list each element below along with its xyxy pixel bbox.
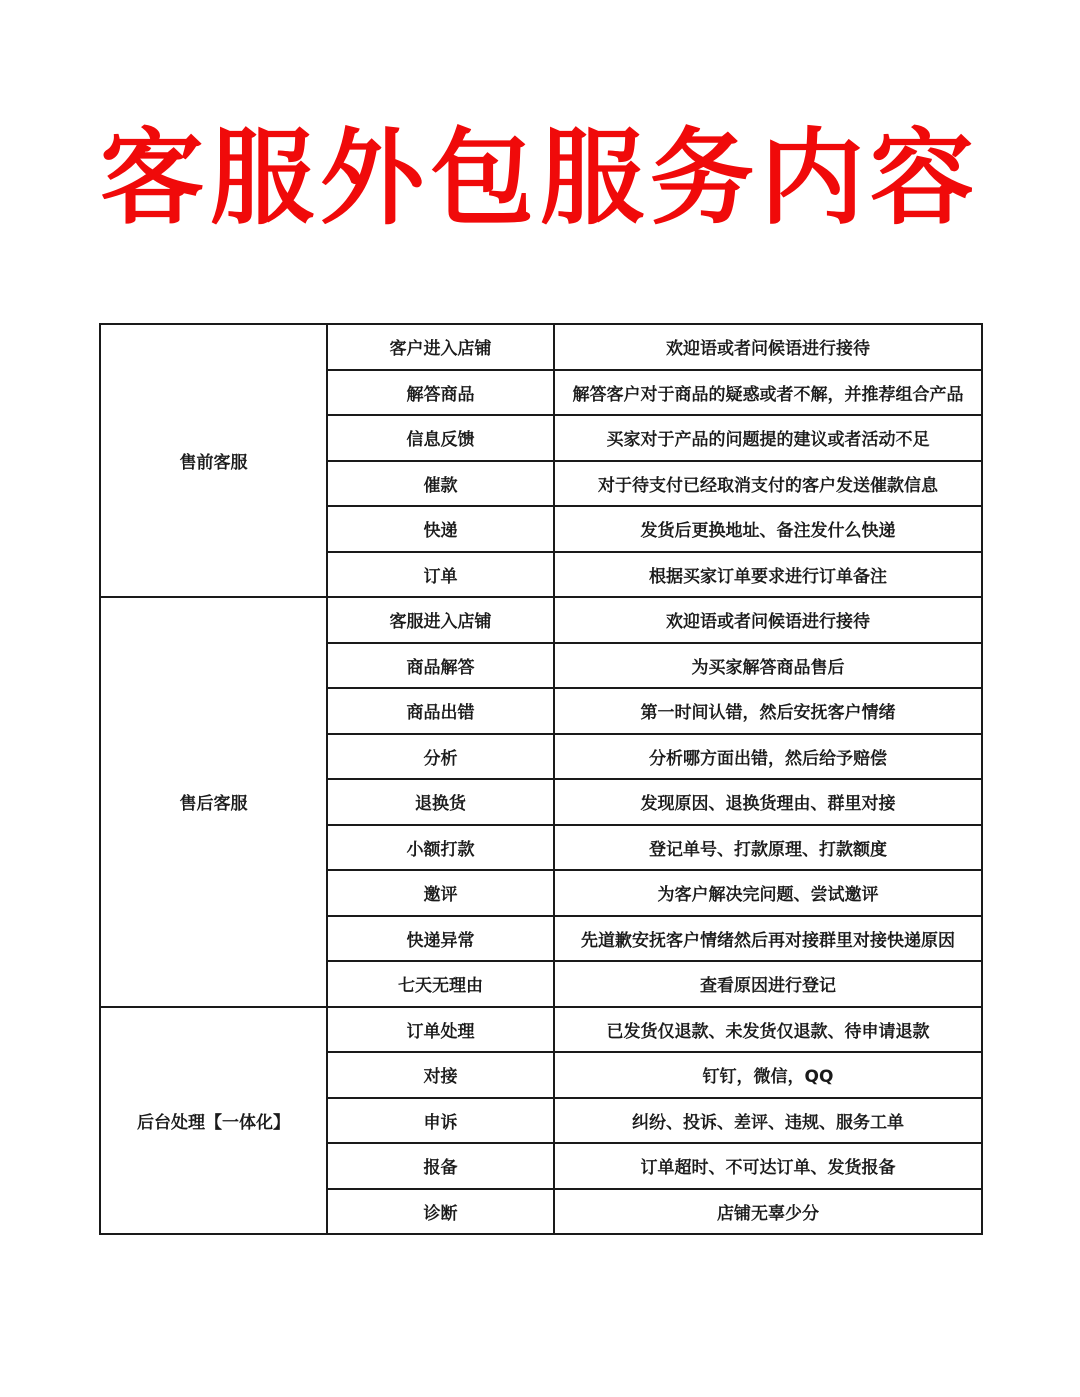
- service-content: 订单超时、不可达订单、发货报备: [554, 1143, 982, 1189]
- service-item: 小额打款: [327, 825, 554, 871]
- service-item: 信息反馈: [327, 415, 554, 461]
- service-content: 欢迎语或者问候语进行接待: [554, 597, 982, 643]
- service-content: 店铺无辜少分: [554, 1189, 982, 1235]
- service-item: 退换货: [327, 779, 554, 825]
- service-content: 分析哪方面出错，然后给予赔偿: [554, 734, 982, 780]
- service-content: 第一时间认错，然后安抚客户情绪: [554, 688, 982, 734]
- service-item: 分析: [327, 734, 554, 780]
- service-item: 催款: [327, 461, 554, 507]
- service-item: 客服进入店铺: [327, 597, 554, 643]
- service-content: 查看原因进行登记: [554, 961, 982, 1007]
- service-table: [99, 323, 983, 1235]
- service-item: 客户进入店铺: [327, 324, 554, 370]
- service-item: 快递: [327, 506, 554, 552]
- service-item: 商品解答: [327, 643, 554, 689]
- service-content: 为买家解答商品售后: [554, 643, 982, 689]
- table-row: [100, 324, 982, 370]
- page-title: 客服外包服务内容: [99, 117, 980, 239]
- service-item: 订单: [327, 552, 554, 598]
- service-item: 订单处理: [327, 1007, 554, 1053]
- service-item: 申诉: [327, 1098, 554, 1144]
- table-row: [100, 1007, 982, 1053]
- service-content: 发现原因、退换货理由、群里对接: [554, 779, 982, 825]
- service-item: 对接: [327, 1052, 554, 1098]
- service-item: 报备: [327, 1143, 554, 1189]
- service-content: 发货后更换地址、备注发什么快递: [554, 506, 982, 552]
- group-label-aftersale: 售后客服: [100, 597, 327, 1007]
- service-item: 邀评: [327, 870, 554, 916]
- service-content: 为客户解决完问题、尝试邀评: [554, 870, 982, 916]
- service-content: 解答客户对于商品的疑惑或者不解，并推荐组合产品: [554, 370, 982, 416]
- table-row: [100, 597, 982, 643]
- group-label-presale: 售前客服: [100, 324, 327, 597]
- service-content: 先道歉安抚客户情绪然后再对接群里对接快递原因: [554, 916, 982, 962]
- service-content: 根据买家订单要求进行订单备注: [554, 552, 982, 598]
- service-content: 钉钉，微信，QQ: [554, 1052, 982, 1098]
- service-item: 解答商品: [327, 370, 554, 416]
- service-item: 诊断: [327, 1189, 554, 1235]
- group-label-backend: 后台处理【一体化】: [100, 1007, 327, 1235]
- service-item: 快递异常: [327, 916, 554, 962]
- service-content: 对于待支付已经取消支付的客户发送催款信息: [554, 461, 982, 507]
- service-content: 纠纷、投诉、差评、违规、服务工单: [554, 1098, 982, 1144]
- service-content: 买家对于产品的问题提的建议或者活动不足: [554, 415, 982, 461]
- service-content: 登记单号、打款原理、打款额度: [554, 825, 982, 871]
- service-item: 七天无理由: [327, 961, 554, 1007]
- service-content: 已发货仅退款、未发货仅退款、待申请退款: [554, 1007, 982, 1053]
- service-content: 欢迎语或者问候语进行接待: [554, 324, 982, 370]
- service-item: 商品出错: [327, 688, 554, 734]
